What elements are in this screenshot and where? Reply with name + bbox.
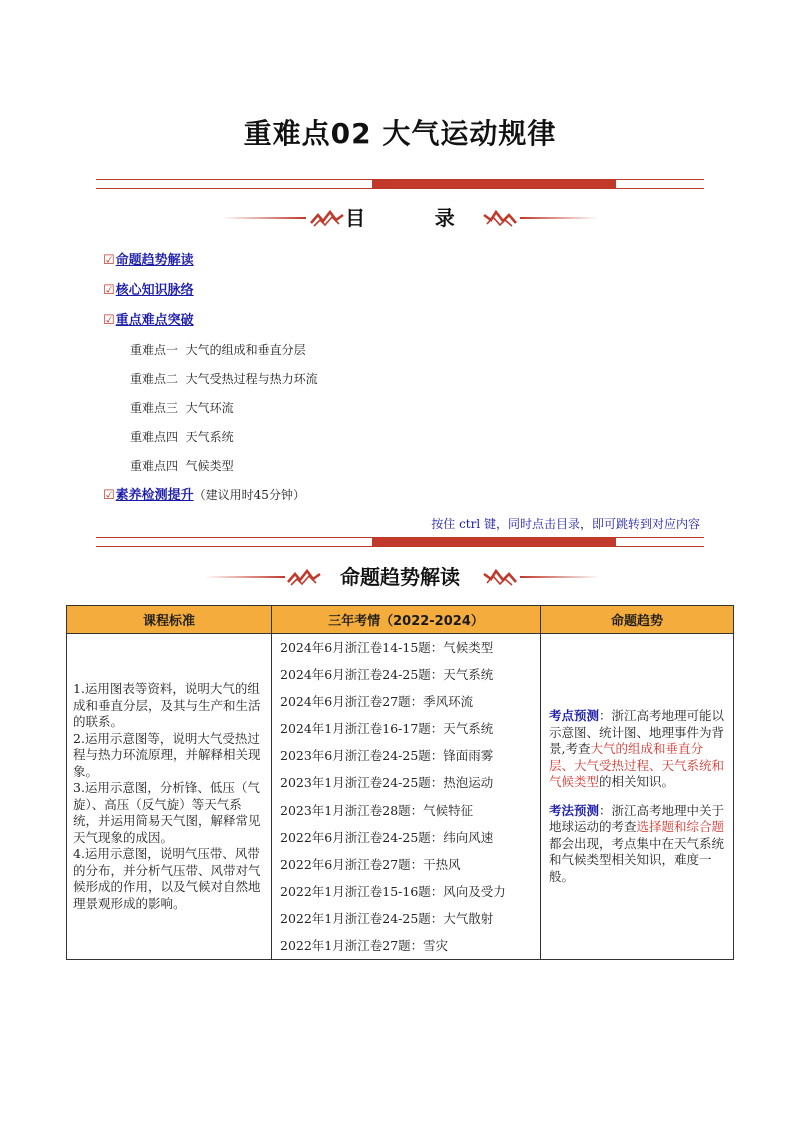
wave-ornament-right-icon	[483, 207, 517, 229]
toc-link-label[interactable]: 重点难点突破	[115, 313, 194, 328]
method-prediction-label: 考法预测	[549, 802, 600, 818]
method-prediction: 考法预测：浙江高考地理中关于地球运动的考查选择题和综合题都会出现，考点集中在天气系统和气候类型相关知识，难度一般。	[549, 802, 725, 884]
section-heading: 命题趋势解读	[340, 565, 460, 589]
exam-item: 2024年6月浙江卷24-25题：天气系统	[280, 667, 494, 683]
section-heading-row	[0, 562, 800, 592]
method-highlight: 选择题和综合题	[636, 819, 725, 835]
exam-item: 2024年6月浙江卷14-15题：气候类型	[280, 640, 494, 655]
title-divider	[96, 179, 704, 193]
prediction-cell	[541, 634, 734, 960]
toc-subitem[interactable]: 重难点四 天气系统	[130, 430, 234, 444]
standard-item: 2.运用示意图等，说明大气受热过程与热力环流原理，并解释相关现象。	[73, 730, 261, 779]
toc-divider	[96, 537, 704, 551]
exam-item: 2022年1月浙江卷15-16题：风向及受力	[280, 883, 506, 899]
standard-item: 1.运用图表等资料，说明大气的组成和垂直分层，及其与生产和生活的联系。	[73, 681, 261, 730]
standards-cell	[67, 634, 272, 960]
checkbox-icon: ☑	[103, 488, 115, 503]
exams-cell	[272, 634, 541, 960]
toc-item-keypoints[interactable]	[103, 312, 194, 330]
standard-item: 4.运用示意图，说明气压带、风带的分布，并分析气压带、风带对气候形成的作用，以及气候对自然地理景观形成的影响。	[73, 846, 261, 911]
toc-link-label[interactable]: 素养检测提升	[115, 488, 194, 503]
toc-subitem[interactable]: 重难点四 气候类型	[130, 459, 234, 473]
header-trend: 命题趋势	[541, 606, 734, 634]
toc-link-label[interactable]: 命题趋势解读	[115, 253, 194, 268]
navigation-hint: 按住 ctrl 键，同时点击目录，即可跳转到对应内容	[431, 517, 700, 531]
checkbox-icon: ☑	[103, 253, 115, 268]
toc-item-assessment[interactable]	[103, 486, 305, 505]
toc-heading: 目 录	[345, 206, 455, 230]
exam-item: 2023年1月浙江卷28题：气候特征	[280, 802, 474, 818]
standard-item: 3.运用示意图，分析锋、低压（气旋）、高压（反气旋）等天气系统，并运用简易天气图，解释常见天气现象的成因。	[73, 780, 261, 845]
time-note: （建议用时45分钟）	[193, 488, 305, 502]
toc-subitem[interactable]: 重难点二 大气受热过程与热力环流	[130, 372, 318, 386]
header-exams: 三年考情（2022-2024）	[272, 606, 541, 634]
exam-item: 2023年1月浙江卷24-25题：热泡运动	[280, 775, 494, 791]
toc-heading-row	[0, 203, 800, 233]
trend-table	[66, 605, 734, 960]
toc-subitem[interactable]: 重难点一 大气的组成和垂直分层	[130, 343, 306, 357]
topic-prediction-label: 考点预测	[549, 708, 600, 724]
toc-item-knowledge[interactable]	[103, 282, 194, 300]
checkbox-icon: ☑	[103, 313, 115, 328]
exam-item: 2023年6月浙江卷24-25题：锋面雨雾	[280, 748, 494, 764]
toc-item-trend[interactable]	[103, 252, 194, 270]
toc-subitem[interactable]: 重难点三 大气环流	[130, 401, 234, 415]
exam-item: 2022年1月浙江卷24-25题：大气散射	[280, 910, 494, 926]
topic-prediction: 考点预测：浙江高考地理可能以示意图、统计图、地理事件为背景,考查大气的组成和垂直分层、大气受热过程、天气系统和气候类型的相关知识。	[549, 708, 725, 790]
checkbox-icon: ☑	[103, 283, 115, 298]
exam-item: 2022年1月浙江卷27题：雪灾	[280, 938, 449, 954]
header-standards: 课程标准	[67, 606, 272, 634]
exam-item: 2024年6月浙江卷27题：季风环流	[280, 694, 474, 710]
exam-item: 2024年1月浙江卷16-17题：天气系统	[280, 721, 494, 737]
toc-link-label[interactable]: 核心知识脉络	[115, 283, 194, 298]
page-title: 重难点02 大气运动规律	[243, 117, 557, 150]
topic-highlight: 大气的组成和垂直分层、大气受热过程、天气系统和气候类型	[549, 741, 725, 790]
wave-ornament-right-icon	[483, 566, 517, 588]
exam-item: 2022年6月浙江卷24-25题：纬向风速	[280, 829, 494, 845]
exam-item: 2022年6月浙江卷27题：干热风	[280, 856, 461, 872]
